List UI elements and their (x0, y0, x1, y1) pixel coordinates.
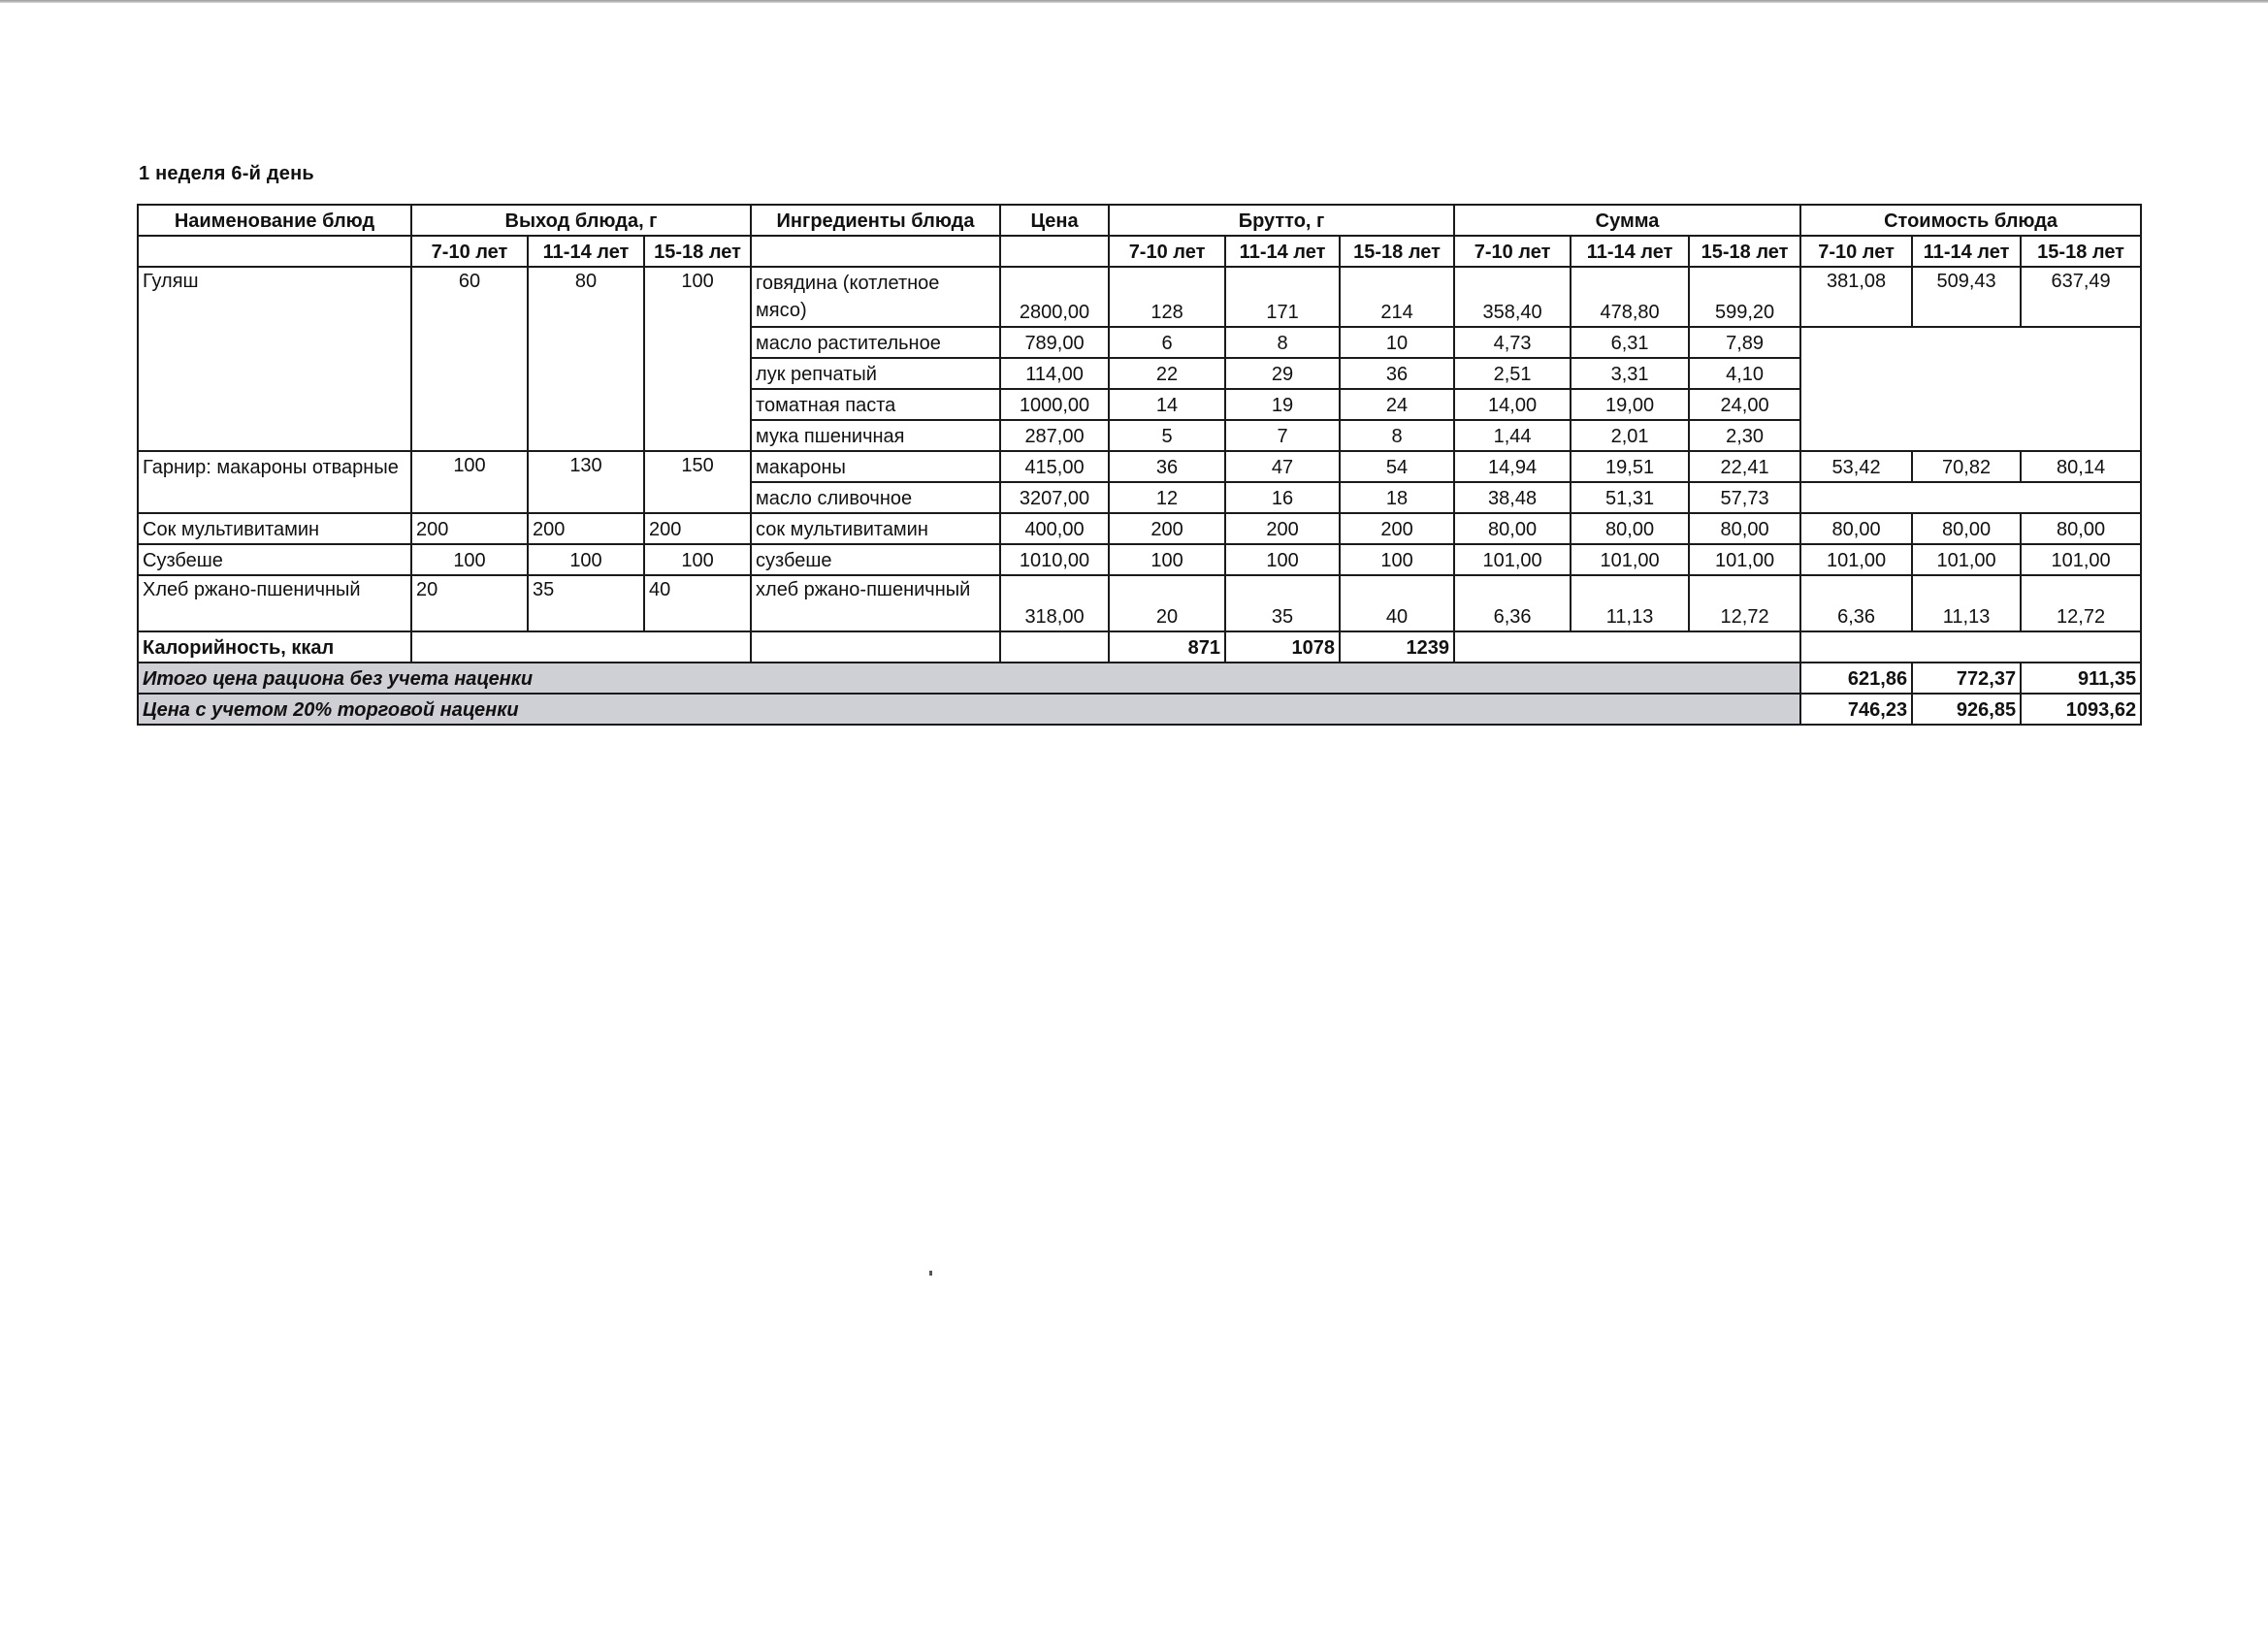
total-no-markup-row (138, 663, 2141, 694)
sum-cell: 599,20 (1689, 267, 1800, 327)
ingredient-name: макароны (751, 451, 1000, 482)
yield-cell: 200 (411, 513, 528, 544)
cost-age-11-14: 11-14 лет (1912, 236, 2021, 267)
sum-cell: 101,00 (1454, 544, 1571, 575)
dish-name-bread: Хлеб ржано-пшеничный (138, 575, 411, 631)
dish-cost-cell: 80,00 (1800, 513, 1912, 544)
gross-cell: 54 (1340, 451, 1454, 482)
dish-cost-cell: 101,00 (1912, 544, 2021, 575)
yield-age-7-10: 7-10 лет (411, 236, 528, 267)
gross-cell: 47 (1225, 451, 1340, 482)
dish-cost-cell: 6,36 (1800, 575, 1912, 631)
gross-cell: 6 (1109, 327, 1225, 358)
dish-cost-cell: 80,00 (1912, 513, 2021, 544)
sum-cell: 4,10 (1689, 358, 1800, 389)
sum-cell: 3,31 (1571, 358, 1689, 389)
price-header: Цена (1000, 205, 1109, 236)
gross-cell: 8 (1340, 420, 1454, 451)
blank-cost-area (1800, 482, 2141, 513)
blank-cell (1454, 631, 1800, 663)
table-row (138, 451, 2141, 482)
blank-cell (138, 236, 411, 267)
gross-cell: 35 (1225, 575, 1340, 631)
sum-cell: 7,89 (1689, 327, 1800, 358)
gross-cell: 22 (1109, 358, 1225, 389)
sum-cell: 80,00 (1454, 513, 1571, 544)
yield-cell: 100 (528, 544, 644, 575)
gross-age-15-18: 15-18 лет (1340, 236, 1454, 267)
ingredient-price: 789,00 (1000, 327, 1109, 358)
yield-cell: 40 (644, 575, 751, 631)
gross-cell: 128 (1109, 267, 1225, 327)
gross-cell: 40 (1340, 575, 1454, 631)
header-row-1 (138, 205, 2141, 236)
yield-cell: 100 (644, 544, 751, 575)
ingredient-name: масло сливочное (751, 482, 1000, 513)
dish-name-goulash: Гуляш (138, 267, 411, 451)
gross-cell: 214 (1340, 267, 1454, 327)
yield-cell: 100 (411, 544, 528, 575)
sum-cell: 2,30 (1689, 420, 1800, 451)
total-with-markup-label: Цена с учетом 20% торговой наценки (138, 694, 1800, 725)
sum-cell: 80,00 (1571, 513, 1689, 544)
calories-value: 1078 (1225, 631, 1340, 663)
blank-cell (411, 631, 751, 663)
yield-cell: 150 (644, 451, 751, 513)
sum-cell: 2,01 (1571, 420, 1689, 451)
dish-name-suzbeshe: Сузбеше (138, 544, 411, 575)
yield-age-15-18: 15-18 лет (644, 236, 751, 267)
yield-cell: 200 (528, 513, 644, 544)
sum-cell: 6,31 (1571, 327, 1689, 358)
gross-age-7-10: 7-10 лет (1109, 236, 1225, 267)
dish-cost-cell: 101,00 (1800, 544, 1912, 575)
cost-age-7-10: 7-10 лет (1800, 236, 1912, 267)
total-no-markup-label: Итого цена рациона без учета наценки (138, 663, 1800, 694)
ingredient-price: 3207,00 (1000, 482, 1109, 513)
yield-cell: 200 (644, 513, 751, 544)
ingredient-name: сок мультивитамин (751, 513, 1000, 544)
sum-cell: 38,48 (1454, 482, 1571, 513)
gross-cell: 100 (1109, 544, 1225, 575)
ingredient-price: 415,00 (1000, 451, 1109, 482)
gross-cell: 8 (1225, 327, 1340, 358)
sum-cell: 80,00 (1689, 513, 1800, 544)
total-no-markup-value: 772,37 (1912, 663, 2021, 694)
calories-value: 1239 (1340, 631, 1454, 663)
dish-cost-cell: 101,00 (2021, 544, 2141, 575)
cost-age-15-18: 15-18 лет (2021, 236, 2141, 267)
sum-cell: 101,00 (1689, 544, 1800, 575)
gross-cell: 20 (1109, 575, 1225, 631)
sum-cell: 1,44 (1454, 420, 1571, 451)
ingredient-price: 2800,00 (1000, 267, 1109, 327)
gross-cell: 200 (1225, 513, 1340, 544)
gross-cell: 200 (1109, 513, 1225, 544)
dish-cost-cell: 381,08 (1800, 267, 1912, 327)
dish-cost-cell: 80,14 (2021, 451, 2141, 482)
yield-cell: 100 (411, 451, 528, 513)
sum-cell: 12,72 (1689, 575, 1800, 631)
ingredient-name: хлеб ржано-пшеничный (751, 575, 1000, 631)
sum-age-15-18: 15-18 лет (1689, 236, 1800, 267)
header-row-2 (138, 236, 2141, 267)
gross-header: Брутто, г (1109, 205, 1454, 236)
total-with-markup-value: 1093,62 (2021, 694, 2141, 725)
gross-cell: 29 (1225, 358, 1340, 389)
table-row (138, 575, 2141, 631)
calories-label: Калорийность, ккал (138, 631, 411, 663)
ingredient-name: масло растительное (751, 327, 1000, 358)
yield-cell: 80 (528, 267, 644, 451)
total-with-markup-row (138, 694, 2141, 725)
sum-cell: 57,73 (1689, 482, 1800, 513)
yield-age-11-14: 11-14 лет (528, 236, 644, 267)
blank-cell (1000, 631, 1109, 663)
gross-cell: 100 (1340, 544, 1454, 575)
scan-edge (0, 0, 2268, 3)
sum-cell: 2,51 (1454, 358, 1571, 389)
sum-cell: 22,41 (1689, 451, 1800, 482)
total-no-markup-value: 911,35 (2021, 663, 2141, 694)
dish-cost-cell: 637,49 (2021, 267, 2141, 327)
gross-cell: 7 (1225, 420, 1340, 451)
yield-cell: 60 (411, 267, 528, 451)
yield-cell: 20 (411, 575, 528, 631)
yield-cell: 100 (644, 267, 751, 451)
ingredient-price: 1010,00 (1000, 544, 1109, 575)
yield-cell: 35 (528, 575, 644, 631)
dish-name-header: Наименование блюд (138, 205, 411, 236)
ingredient-name: мука пшеничная (751, 420, 1000, 451)
yield-header: Выход блюда, г (411, 205, 751, 236)
ingredient-name: сузбеше (751, 544, 1000, 575)
sum-cell: 101,00 (1571, 544, 1689, 575)
gross-cell: 10 (1340, 327, 1454, 358)
gross-cell: 14 (1109, 389, 1225, 420)
gross-cell: 19 (1225, 389, 1340, 420)
sum-cell: 358,40 (1454, 267, 1571, 327)
sum-cell: 14,94 (1454, 451, 1571, 482)
dish-cost-cell: 11,13 (1912, 575, 2021, 631)
dish-cost-cell: 70,82 (1912, 451, 2021, 482)
total-with-markup-value: 746,23 (1800, 694, 1912, 725)
sum-header: Сумма (1454, 205, 1800, 236)
calories-row (138, 631, 2141, 663)
gross-cell: 200 (1340, 513, 1454, 544)
total-no-markup-value: 621,86 (1800, 663, 1912, 694)
sum-cell: 11,13 (1571, 575, 1689, 631)
gross-cell: 36 (1109, 451, 1225, 482)
blank-cell (751, 236, 1000, 267)
ingredient-price: 318,00 (1000, 575, 1109, 631)
sum-age-7-10: 7-10 лет (1454, 236, 1571, 267)
yield-cell: 130 (528, 451, 644, 513)
ingredient-name: говядина (котлетное мясо) (751, 267, 1000, 327)
ingredient-price: 114,00 (1000, 358, 1109, 389)
ingredient-name: томатная паста (751, 389, 1000, 420)
gross-cell: 5 (1109, 420, 1225, 451)
sum-cell: 19,51 (1571, 451, 1689, 482)
gross-cell: 36 (1340, 358, 1454, 389)
ingredients-header: Ингредиенты блюда (751, 205, 1000, 236)
dish-cost-cell: 80,00 (2021, 513, 2141, 544)
table-row (138, 544, 2141, 575)
calories-value: 871 (1109, 631, 1225, 663)
ingredient-name: лук репчатый (751, 358, 1000, 389)
blank-cell (1000, 236, 1109, 267)
dish-cost-cell: 53,42 (1800, 451, 1912, 482)
table-row (138, 267, 2141, 327)
total-with-markup-value: 926,85 (1912, 694, 2021, 725)
dish-name-garnish: Гарнир: макароны отварные (138, 451, 411, 513)
dish-cost-cell: 509,43 (1912, 267, 2021, 327)
menu-cost-table (137, 204, 2142, 726)
gross-cell: 18 (1340, 482, 1454, 513)
blank-cell (1800, 631, 2141, 663)
dish-cost-cell: 12,72 (2021, 575, 2141, 631)
sum-cell: 14,00 (1454, 389, 1571, 420)
sum-age-11-14: 11-14 лет (1571, 236, 1689, 267)
ingredient-price: 287,00 (1000, 420, 1109, 451)
gross-age-11-14: 11-14 лет (1225, 236, 1340, 267)
blank-cost-area (1800, 327, 2141, 451)
page-heading: 1 неделя 6-й день (139, 163, 314, 184)
ingredient-price: 1000,00 (1000, 389, 1109, 420)
scan-speck (929, 1271, 932, 1276)
gross-cell: 24 (1340, 389, 1454, 420)
sum-cell: 4,73 (1454, 327, 1571, 358)
sum-cell: 51,31 (1571, 482, 1689, 513)
dish-cost-header: Стоимость блюда (1800, 205, 2141, 236)
gross-cell: 12 (1109, 482, 1225, 513)
ingredient-price: 400,00 (1000, 513, 1109, 544)
blank-cell (751, 631, 1000, 663)
sum-cell: 19,00 (1571, 389, 1689, 420)
sum-cell: 24,00 (1689, 389, 1800, 420)
sum-cell: 478,80 (1571, 267, 1689, 327)
table-row (138, 513, 2141, 544)
sum-cell: 6,36 (1454, 575, 1571, 631)
gross-cell: 16 (1225, 482, 1340, 513)
gross-cell: 171 (1225, 267, 1340, 327)
gross-cell: 100 (1225, 544, 1340, 575)
dish-name-juice: Сок мультивитамин (138, 513, 411, 544)
